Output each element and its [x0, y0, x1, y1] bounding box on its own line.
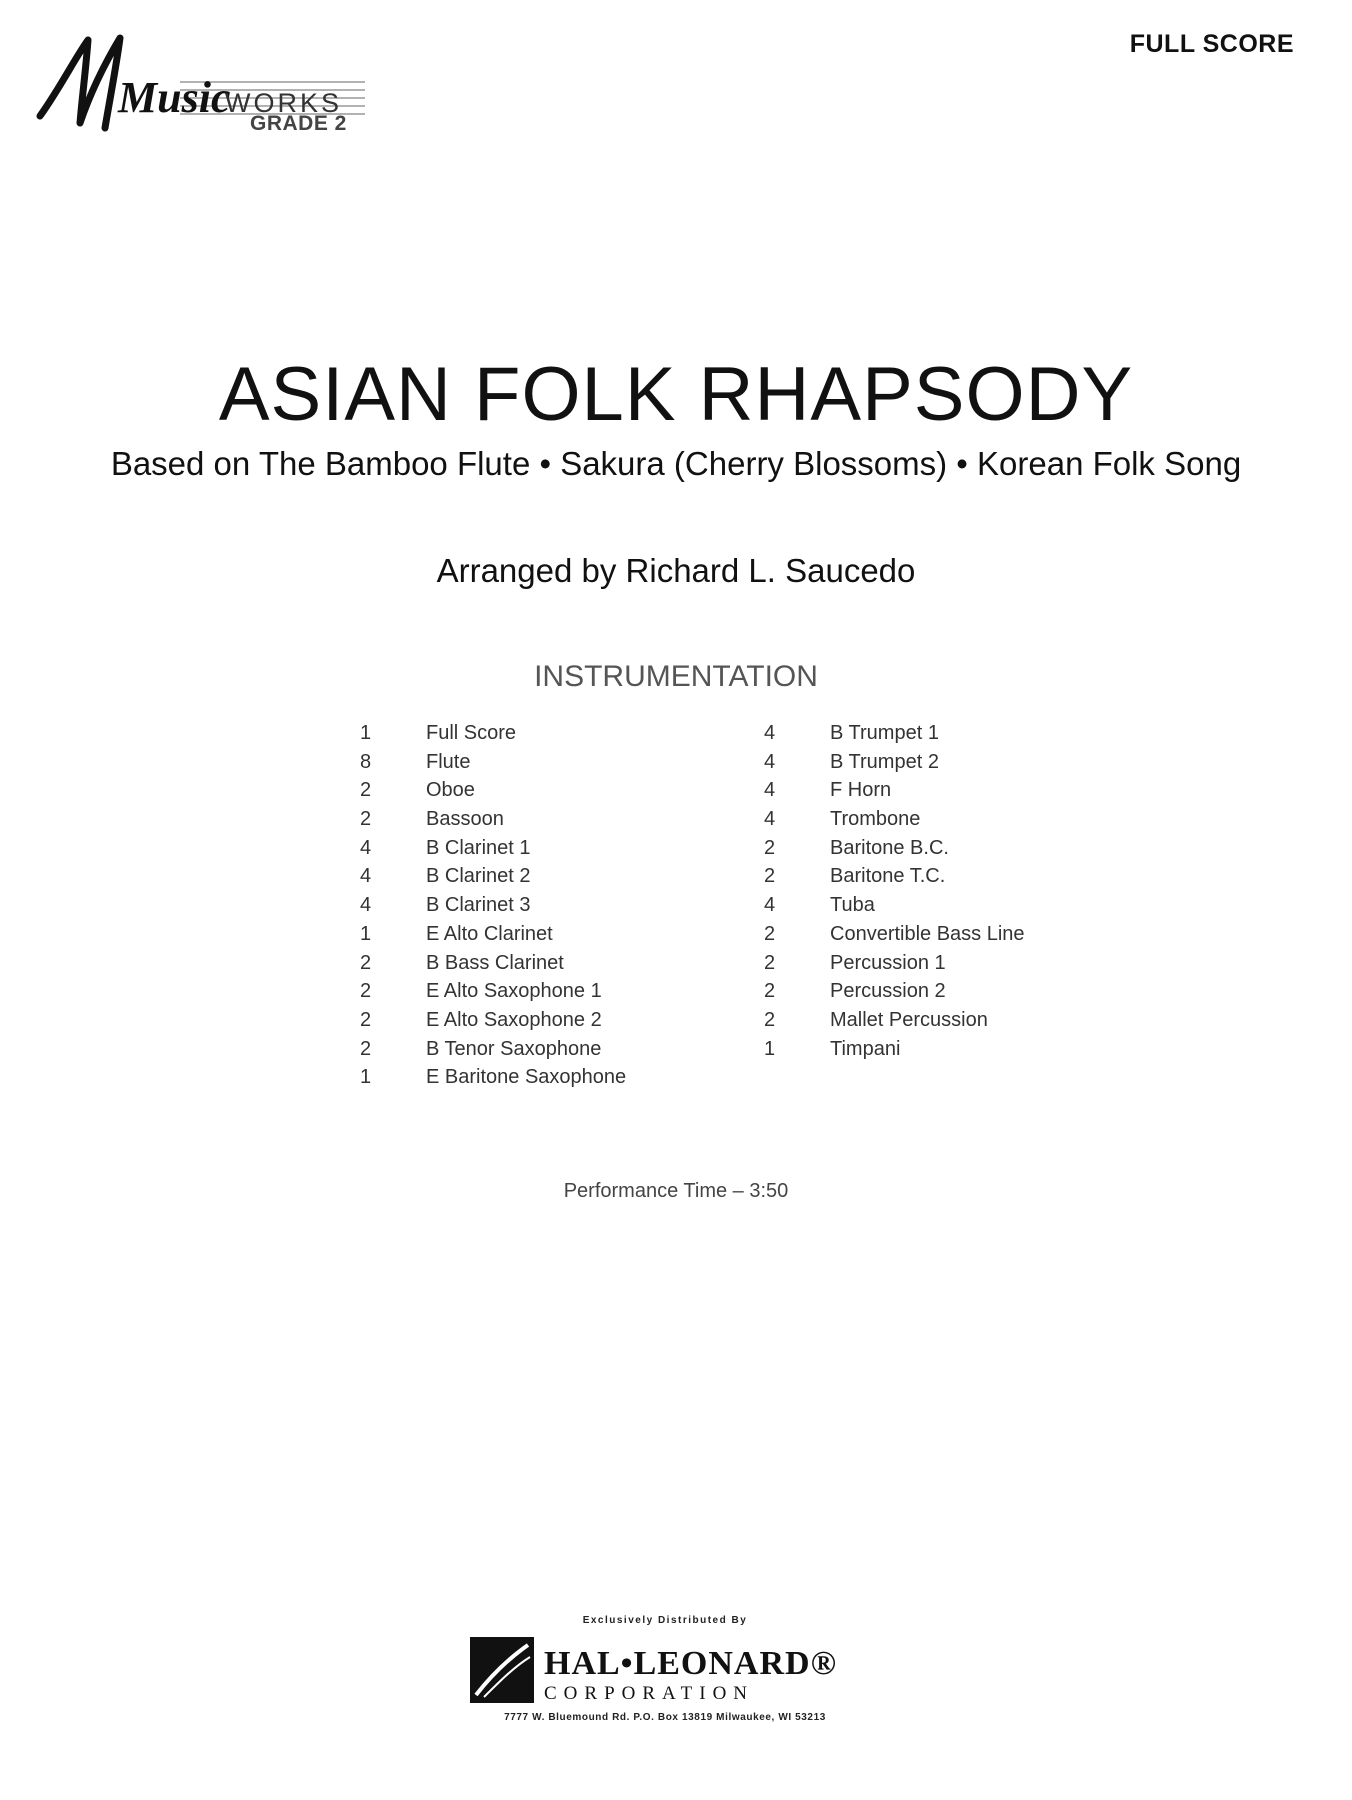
instrument-name: Trombone — [830, 808, 921, 831]
instrument-qty: 1 — [360, 922, 372, 945]
instrument-qty: 4 — [764, 779, 776, 802]
instrument-qty: 4 — [764, 722, 776, 744]
instrument-row — [360, 779, 626, 808]
instrument-row — [764, 865, 1025, 894]
subtitle: Based on The Bamboo Flute • Sakura (Cherry Blossoms) • Korean Folk Song — [110, 445, 1242, 482]
instrument-name: Bassoon — [426, 808, 504, 831]
instrument-name: Full Score — [426, 722, 517, 744]
instrument-name: B Clarinet 1 — [426, 836, 531, 859]
instrument-qty: 1 — [360, 1066, 372, 1089]
performance-time: Performance Time – 3:50 — [563, 1180, 789, 1202]
instrument-row — [764, 1038, 1025, 1067]
instrument-row — [360, 952, 626, 981]
instrument-row — [360, 980, 626, 1009]
publisher-address: 7777 W. Bluemound Rd. P.O. Box 13819 Milwaukee, WI 53213 — [504, 1712, 826, 1723]
instrument-row — [360, 1066, 626, 1095]
instrument-qty: 2 — [764, 1008, 776, 1031]
instrument-qty: 2 — [360, 980, 372, 1003]
instrument-row — [764, 722, 1025, 751]
instrument-name: Convertible Bass Line — [830, 922, 1025, 945]
instrument-name: Percussion 1 — [830, 951, 946, 974]
instrument-row — [360, 722, 626, 751]
instrument-qty: 4 — [764, 808, 776, 831]
instrument-row — [360, 837, 626, 866]
instrument-row — [764, 808, 1025, 837]
instrument-row — [360, 808, 626, 837]
instrumentation-heading: INSTRUMENTATION — [534, 660, 818, 693]
page-title: ASIAN FOLK RHAPSODY — [218, 352, 1134, 437]
instrument-row — [764, 837, 1025, 866]
instrument-qty: 2 — [360, 779, 372, 802]
publisher-footer — [470, 1615, 860, 1755]
instrument-name: Tuba — [830, 894, 875, 917]
instrument-row — [764, 894, 1025, 923]
instrument-name: Mallet Percussion — [830, 1008, 988, 1031]
instrument-qty: 2 — [360, 1008, 372, 1031]
instrument-qty: 2 — [764, 836, 776, 859]
instrument-qty: 4 — [360, 865, 372, 888]
instrument-qty: 4 — [360, 836, 372, 859]
instrument-qty: 4 — [764, 750, 776, 773]
instrument-name: E Alto Saxophone 1 — [426, 980, 602, 1003]
instrument-name: Flute — [426, 750, 471, 773]
instrument-qty: 2 — [764, 922, 776, 945]
instrument-row — [360, 894, 626, 923]
instrument-qty: 2 — [764, 951, 776, 974]
instrument-qty: 2 — [360, 951, 372, 974]
instrument-name: Percussion 2 — [830, 980, 946, 1003]
instrument-qty: 2 — [360, 1037, 372, 1060]
instrument-name: B Tenor Saxophone — [426, 1037, 602, 1060]
instrument-qty: 2 — [360, 808, 372, 831]
instrument-name: B Clarinet 2 — [426, 865, 531, 888]
instrument-name: Baritone B.C. — [830, 836, 949, 859]
instrument-name: B Bass Clarinet — [426, 951, 564, 974]
instrument-row — [764, 751, 1025, 780]
instrument-row — [360, 923, 626, 952]
instrument-row — [764, 779, 1025, 808]
logo-works: WORKS — [225, 88, 343, 118]
instrument-name: Timpani — [830, 1037, 901, 1060]
instrumentation-list-right — [764, 722, 1025, 1066]
full-score-label: FULL SCORE — [1129, 30, 1294, 58]
arranger: Arranged by Richard L. Saucedo — [436, 552, 916, 589]
logo-script: Music — [118, 73, 231, 122]
publisher-corporation: CORPORATION — [544, 1683, 755, 1704]
instrument-row — [360, 865, 626, 894]
instrument-row — [360, 751, 626, 780]
instrument-qty: 4 — [764, 894, 776, 917]
instrument-qty: 2 — [764, 865, 776, 888]
instrument-row — [764, 1009, 1025, 1038]
instrument-name: B Trumpet 2 — [830, 750, 939, 773]
publisher-name: HAL•LEONARD® — [544, 1645, 837, 1682]
instrument-qty: 1 — [764, 1037, 776, 1060]
instrument-row — [360, 1038, 626, 1067]
distributed-by: Exclusively Distributed By — [582, 1615, 748, 1626]
instrument-qty: 2 — [764, 980, 776, 1003]
grade-label: GRADE 2 — [250, 112, 347, 135]
hal-leonard-logo-icon — [470, 1637, 534, 1703]
instrument-name: F Horn — [830, 779, 892, 802]
instrument-name: E Alto Clarinet — [426, 922, 553, 945]
instrument-name: Baritone T.C. — [830, 865, 946, 888]
instrument-qty: 1 — [360, 722, 372, 744]
instrumentation-list-left — [360, 722, 626, 1095]
instrument-name: E Alto Saxophone 2 — [426, 1008, 602, 1031]
instrument-row — [360, 1009, 626, 1038]
instrument-name: E Baritone Saxophone — [426, 1066, 627, 1089]
instrument-name: Oboe — [426, 779, 475, 802]
instrument-qty: 8 — [360, 750, 372, 773]
instrument-name: B Trumpet 1 — [830, 722, 939, 744]
instrument-row — [764, 980, 1025, 1009]
instrument-qty: 4 — [360, 894, 372, 917]
instrument-row — [764, 952, 1025, 981]
instrument-name: B Clarinet 3 — [426, 894, 531, 917]
instrument-row — [764, 923, 1025, 952]
